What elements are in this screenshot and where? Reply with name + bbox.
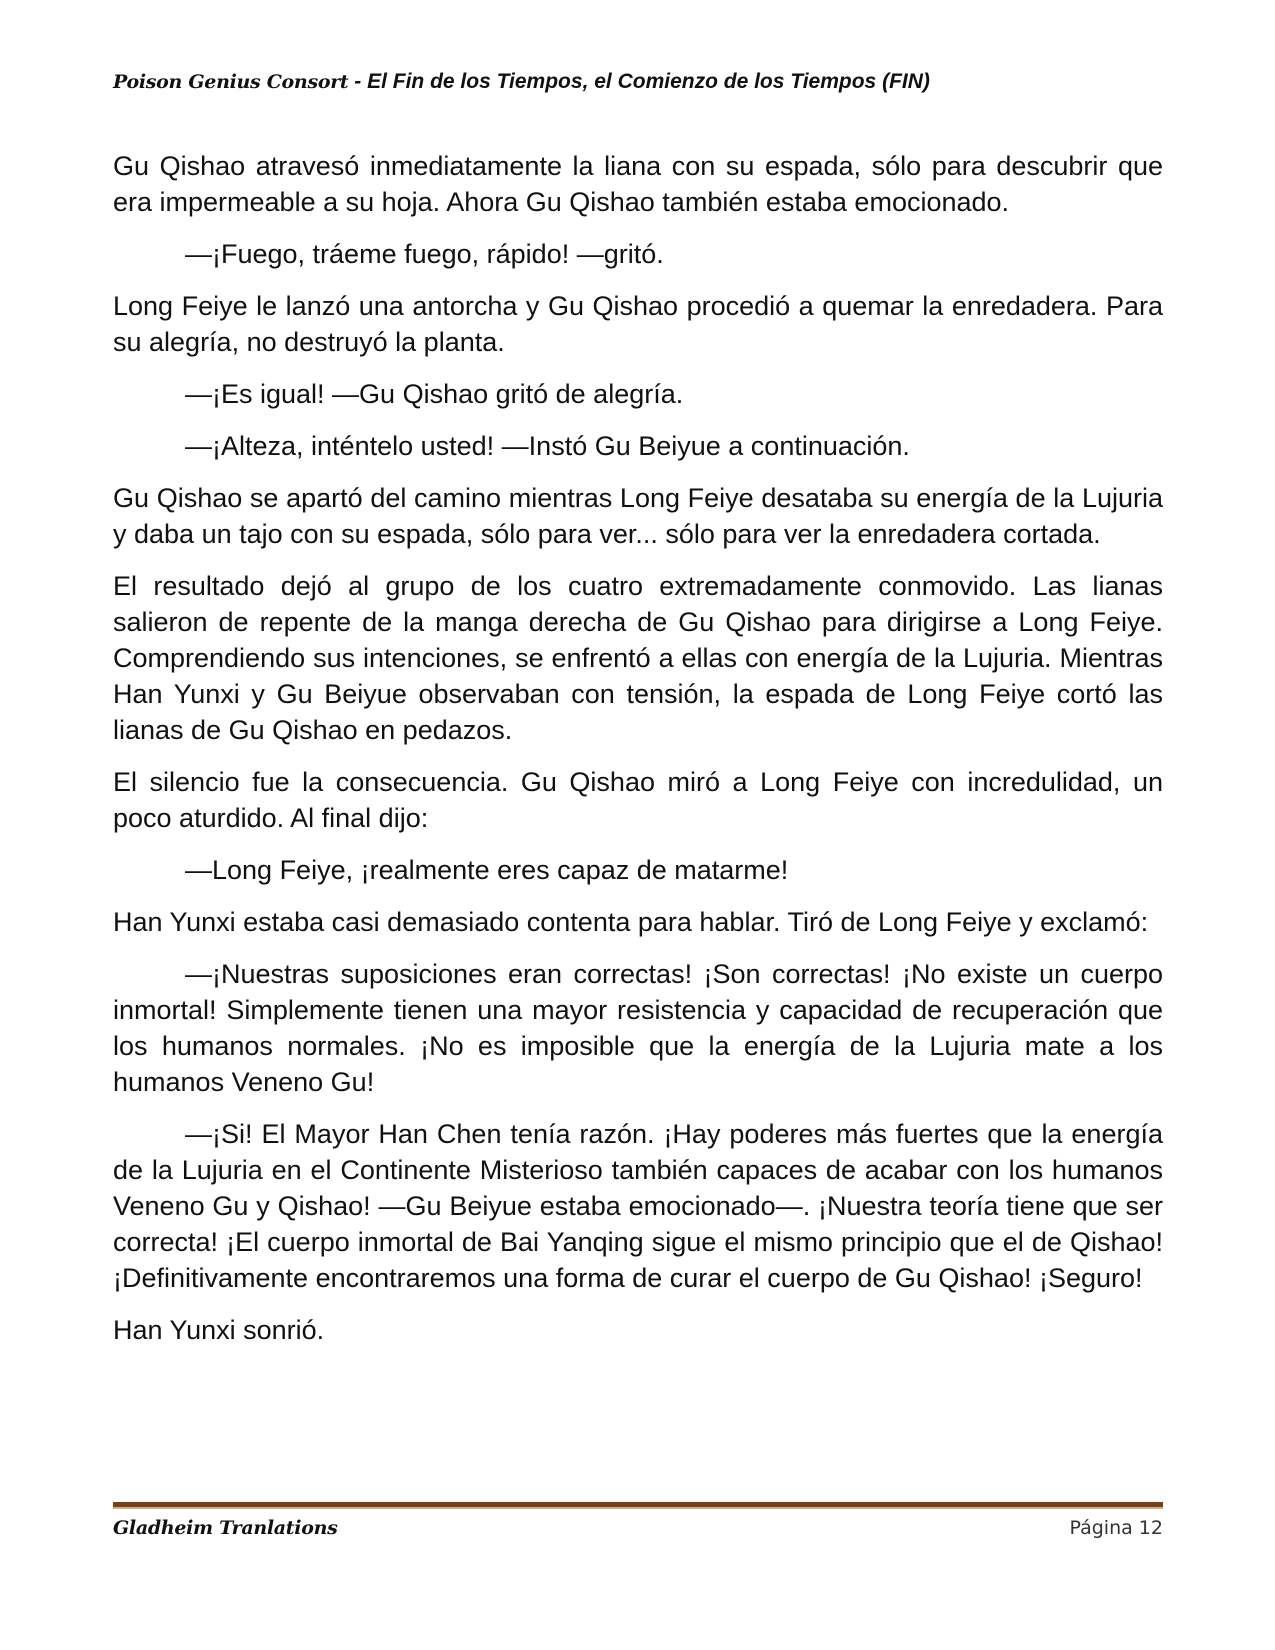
- page-body: [113, 148, 1163, 1364]
- page-header: [113, 70, 1163, 94]
- dialogue-line: —¡Fuego, tráeme fuego, rápido! —gritó.: [185, 239, 664, 269]
- dialogue-line: —¡Si! El Mayor Han Chen tenía razón. ¡Hay poderes más fuertes que la energía de la Lujuria en el Continente Misterioso también capaces de acabar con los humanos Veneno Gu y Qishao! —Gu Beiyue estaba emocionado—. ¡Nuestra teoría tiene que ser correcta! ¡El cuerpo inmortal de Bai Yanqing sigue el mismo principio que el de Qishao! ¡Definitivamente encontraremos una forma de curar el cuerpo de Gu Qishao! ¡Seguro!: [113, 1119, 1163, 1293]
- dialogue-line: —¡Es igual! —Gu Qishao gritó de alegría.: [185, 379, 684, 409]
- paragraph: Gu Qishao se apartó del camino mientras Long Feiye desataba su energía de la Lujuria y daba un tajo con su espada, sólo para ver... sólo para ver la enredadera cortada.: [113, 483, 1163, 549]
- paragraph: El silencio fue la consecuencia. Gu Qishao miró a Long Feiye con incredulidad, un poco aturdido. Al final dijo:: [113, 767, 1163, 833]
- paragraph: Han Yunxi sonrió.: [113, 1315, 325, 1345]
- paragraph: Han Yunxi estaba casi demasiado contenta para hablar. Tiró de Long Feiye y exclamó:: [113, 907, 1149, 937]
- dialogue-line: —¡Nuestras suposiciones eran correctas! ¡Son correctas! ¡No existe un cuerpo inmortal! Simplemente tienen una mayor resistencia y capacidad de recuperación que los humanos normales. ¡No es imposible que la energía de la Lujuria mate a los humanos Veneno Gu!: [113, 959, 1163, 1097]
- paragraph: El resultado dejó al grupo de los cuatro extremadamente conmovido. Las lianas salieron de repente de la manga derecha de Gu Qishao para dirigirse a Long Feiye. Comprendiendo sus intenciones, se enfrentó a ellas con energía de la Lujuria. Mientras Han Yunxi y Gu Beiyue observaban con tensión, la espada de Long Feiye cortó las lianas de Gu Qishao en pedazos.: [113, 571, 1163, 745]
- page-number: Página 12: [1069, 1517, 1163, 1539]
- footer-publisher: Gladheim Tranlations: [113, 1517, 338, 1539]
- dialogue-line: —Long Feiye, ¡realmente eres capaz de matarme!: [185, 855, 789, 885]
- header-separator: -: [348, 70, 368, 93]
- footer-divider: [113, 1502, 1163, 1509]
- chapter-title: El Fin de los Tiempos, el Comienzo de los Tiempos (FIN): [367, 70, 930, 93]
- dialogue-line: —¡Alteza, inténtelo usted! —Instó Gu Beiyue a continuación.: [185, 431, 910, 461]
- book-title: Poison Genius Consort: [113, 71, 349, 93]
- paragraph: Long Feiye le lanzó una antorcha y Gu Qishao procedió a quemar la enredadera. Para su alegría, no destruyó la planta.: [113, 291, 1163, 357]
- paragraph: Gu Qishao atravesó inmediatamente la liana con su espada, sólo para descubrir que era impermeable a su hoja. Ahora Gu Qishao también estaba emocionado.: [113, 151, 1163, 217]
